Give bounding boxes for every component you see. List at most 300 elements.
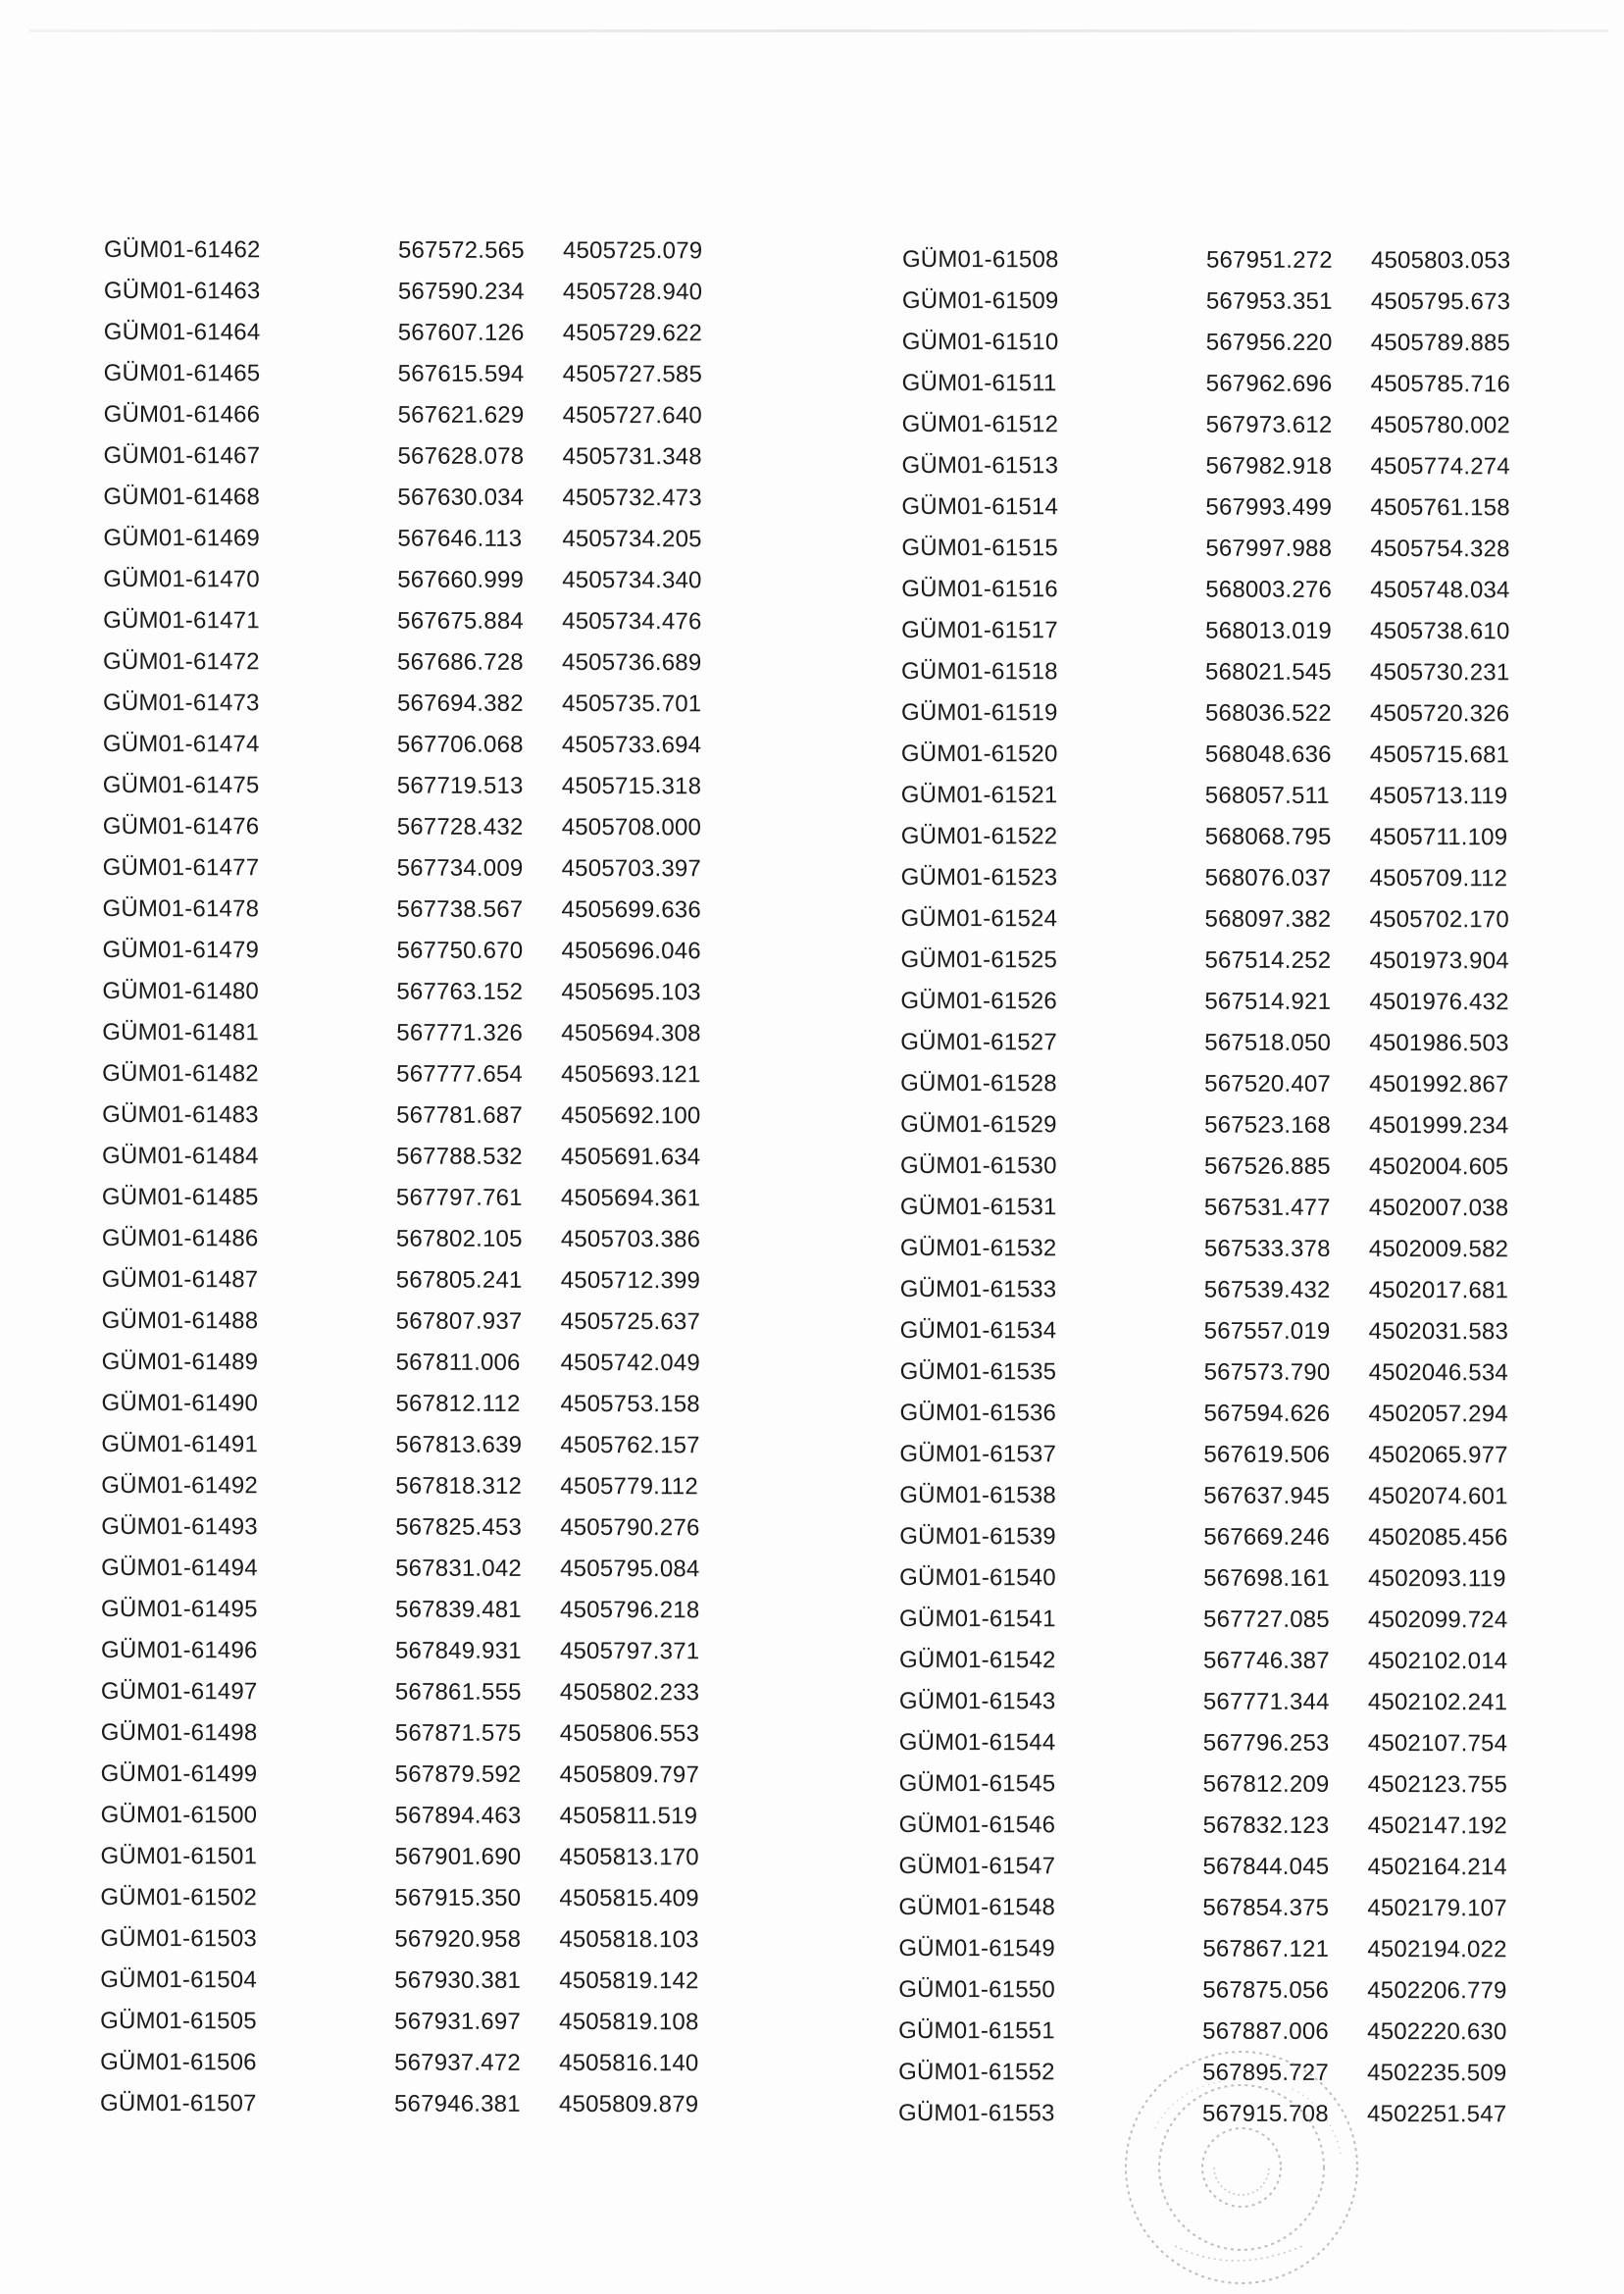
y-coordinate: 4505802.233 xyxy=(559,1678,700,1707)
y-coordinate: 4505692.100 xyxy=(561,1101,701,1130)
point-id: GÜM01-61471 xyxy=(103,606,260,635)
table-row xyxy=(902,239,1538,281)
y-coordinate: 4505762.157 xyxy=(560,1431,700,1459)
x-coordinate: 567875.056 xyxy=(1202,1976,1330,2004)
point-id: GÜM01-61538 xyxy=(899,1481,1056,1509)
point-id: GÜM01-61477 xyxy=(102,853,260,882)
point-id: GÜM01-61472 xyxy=(103,647,260,676)
y-coordinate: 4505733.694 xyxy=(561,731,702,759)
x-coordinate: 567894.463 xyxy=(394,1802,522,1829)
x-coordinate: 567669.246 xyxy=(1203,1523,1331,1551)
point-id: GÜM01-61518 xyxy=(901,657,1058,686)
table-row xyxy=(103,683,729,725)
y-coordinate: 4505819.108 xyxy=(559,2008,699,2036)
point-id: GÜM01-61523 xyxy=(900,863,1058,892)
table-row xyxy=(102,1012,728,1054)
point-id: GÜM01-61505 xyxy=(100,2007,257,2035)
y-coordinate: 4502235.509 xyxy=(1367,2059,1507,2087)
point-id: GÜM01-61489 xyxy=(101,1348,259,1376)
table-row xyxy=(901,816,1537,858)
y-coordinate: 4505761.158 xyxy=(1370,494,1510,522)
y-coordinate: 4505748.034 xyxy=(1370,577,1510,604)
point-id: GÜM01-61466 xyxy=(103,400,261,429)
x-coordinate: 567962.696 xyxy=(1205,370,1333,397)
scan-top-edge xyxy=(29,29,1608,32)
x-coordinate: 568021.545 xyxy=(1205,658,1332,686)
x-coordinate: 567719.513 xyxy=(396,772,524,799)
y-coordinate: 4505720.326 xyxy=(1369,700,1510,728)
y-coordinate: 4505703.397 xyxy=(561,854,702,883)
y-coordinate: 4505734.205 xyxy=(562,525,702,553)
coordinate-table-left xyxy=(100,229,730,2125)
point-id: GÜM01-61469 xyxy=(103,524,260,552)
y-coordinate: 4505813.170 xyxy=(559,1843,699,1871)
table-row xyxy=(901,898,1537,941)
point-id: GÜM01-61526 xyxy=(900,987,1058,1015)
y-coordinate: 4505713.119 xyxy=(1369,782,1508,810)
table-row xyxy=(104,229,730,272)
x-coordinate: 567686.728 xyxy=(397,648,524,676)
point-id: GÜM01-61525 xyxy=(900,945,1058,974)
point-id: GÜM01-61467 xyxy=(103,441,261,470)
x-coordinate: 567520.407 xyxy=(1204,1070,1332,1097)
x-coordinate: 567750.670 xyxy=(396,937,524,964)
x-coordinate: 567518.050 xyxy=(1204,1029,1332,1056)
y-coordinate: 4505702.170 xyxy=(1369,905,1509,934)
x-coordinate: 567982.918 xyxy=(1205,452,1333,480)
point-id: GÜM01-61496 xyxy=(100,1636,258,1664)
point-id: GÜM01-61482 xyxy=(102,1059,259,1088)
x-coordinate: 567531.477 xyxy=(1203,1194,1331,1221)
point-id: GÜM01-61480 xyxy=(102,977,260,1005)
table-row xyxy=(103,600,729,642)
y-coordinate: 4505738.610 xyxy=(1370,618,1510,645)
table-row xyxy=(103,765,729,807)
y-coordinate: 4505780.002 xyxy=(1370,412,1510,439)
x-coordinate: 568057.511 xyxy=(1204,782,1330,809)
point-id: GÜM01-61509 xyxy=(901,286,1059,315)
y-coordinate: 4502057.294 xyxy=(1368,1400,1508,1428)
x-coordinate: 567844.045 xyxy=(1202,1853,1330,1880)
x-coordinate: 567573.790 xyxy=(1203,1358,1331,1386)
x-coordinate: 567763.152 xyxy=(396,978,524,1005)
point-id: GÜM01-61517 xyxy=(901,616,1058,644)
y-coordinate: 4502099.724 xyxy=(1368,1606,1508,1634)
point-id: GÜM01-61463 xyxy=(103,277,261,305)
x-coordinate: 567698.161 xyxy=(1203,1564,1330,1592)
table-row xyxy=(900,1310,1536,1352)
x-coordinate: 567839.481 xyxy=(395,1596,522,1623)
point-id: GÜM01-61486 xyxy=(101,1224,259,1252)
point-id: GÜM01-61478 xyxy=(102,894,260,923)
y-coordinate: 4505796.218 xyxy=(560,1596,700,1624)
point-id: GÜM01-61503 xyxy=(100,1924,258,1953)
point-id: GÜM01-61516 xyxy=(901,575,1058,603)
x-coordinate: 567619.506 xyxy=(1203,1441,1331,1468)
table-row xyxy=(103,641,729,684)
table-row xyxy=(101,1712,727,1755)
y-coordinate: 4505816.140 xyxy=(559,2049,699,2077)
x-coordinate: 567930.381 xyxy=(394,1966,522,1994)
table-row xyxy=(104,271,730,313)
table-row xyxy=(100,1960,726,2002)
point-id: GÜM01-61506 xyxy=(100,2048,257,2076)
table-row xyxy=(898,1887,1534,1929)
y-coordinate: 4501986.503 xyxy=(1369,1029,1509,1057)
table-row xyxy=(902,404,1538,446)
table-row xyxy=(899,1640,1535,1682)
x-coordinate: 567946.381 xyxy=(393,2090,521,2117)
y-coordinate: 4505819.142 xyxy=(559,1966,699,1995)
point-id: GÜM01-61542 xyxy=(898,1646,1056,1674)
table-row xyxy=(101,1671,727,1713)
point-id: GÜM01-61547 xyxy=(898,1852,1056,1880)
y-coordinate: 4502074.601 xyxy=(1368,1482,1508,1510)
table-row xyxy=(901,486,1537,529)
x-coordinate: 567771.326 xyxy=(396,1019,524,1046)
table-row xyxy=(102,1095,728,1137)
y-coordinate: 4505727.585 xyxy=(562,360,703,388)
point-id: GÜM01-61475 xyxy=(102,771,260,799)
point-id: GÜM01-61532 xyxy=(899,1234,1057,1262)
x-coordinate: 567660.999 xyxy=(397,566,525,593)
table-row xyxy=(900,940,1536,982)
table-row xyxy=(102,1300,728,1343)
table-row xyxy=(900,981,1536,1023)
table-row xyxy=(101,1506,727,1549)
x-coordinate: 567920.958 xyxy=(394,1925,522,1953)
y-coordinate: 4505806.553 xyxy=(559,1719,700,1748)
x-coordinate: 567777.654 xyxy=(396,1060,524,1088)
x-coordinate: 567825.453 xyxy=(395,1513,523,1541)
y-coordinate: 4505818.103 xyxy=(559,1925,699,1954)
y-coordinate: 4502009.582 xyxy=(1368,1235,1509,1263)
x-coordinate: 567781.687 xyxy=(396,1101,523,1129)
y-coordinate: 4505734.476 xyxy=(562,607,702,636)
table-row xyxy=(898,1846,1534,1888)
point-id: GÜM01-61520 xyxy=(900,739,1058,768)
x-coordinate: 567628.078 xyxy=(397,442,525,470)
x-coordinate: 567746.387 xyxy=(1202,1647,1330,1674)
point-id: GÜM01-61508 xyxy=(901,245,1059,274)
point-id: GÜM01-61492 xyxy=(101,1471,258,1500)
y-coordinate: 4502007.038 xyxy=(1368,1194,1509,1222)
table-row xyxy=(100,1918,726,1961)
table-row xyxy=(102,971,728,1013)
table-row xyxy=(901,651,1537,693)
y-coordinate: 4505753.158 xyxy=(560,1390,700,1418)
point-id: GÜM01-61552 xyxy=(898,2058,1055,2086)
table-row xyxy=(102,1136,728,1178)
table-row xyxy=(899,1722,1535,1764)
x-coordinate: 567523.168 xyxy=(1204,1111,1331,1139)
y-coordinate: 4502085.456 xyxy=(1368,1523,1508,1552)
point-id: GÜM01-61553 xyxy=(897,2099,1055,2127)
y-coordinate: 4505774.274 xyxy=(1370,453,1510,481)
x-coordinate: 567797.761 xyxy=(395,1184,523,1211)
table-row xyxy=(899,1434,1535,1476)
point-id: GÜM01-61522 xyxy=(900,822,1058,850)
x-coordinate: 567727.085 xyxy=(1203,1606,1330,1633)
point-id: GÜM01-61497 xyxy=(100,1677,258,1706)
x-coordinate: 567953.351 xyxy=(1205,287,1333,315)
point-id: GÜM01-61545 xyxy=(898,1769,1056,1798)
table-row xyxy=(101,1795,727,1837)
x-coordinate: 567694.382 xyxy=(396,689,524,717)
table-row xyxy=(103,477,729,519)
x-coordinate: 568048.636 xyxy=(1204,740,1332,768)
table-row xyxy=(899,1681,1535,1723)
x-coordinate: 567993.499 xyxy=(1205,493,1333,521)
x-coordinate: 567915.708 xyxy=(1201,2100,1329,2127)
y-coordinate: 4505728.940 xyxy=(562,278,703,306)
point-id: GÜM01-61479 xyxy=(102,936,260,964)
x-coordinate: 567590.234 xyxy=(397,278,525,305)
x-coordinate: 568036.522 xyxy=(1204,699,1332,727)
point-id: GÜM01-61464 xyxy=(103,318,261,346)
x-coordinate: 567514.921 xyxy=(1204,988,1332,1015)
point-id: GÜM01-61535 xyxy=(899,1357,1057,1386)
point-id: GÜM01-61543 xyxy=(898,1687,1056,1715)
y-coordinate: 4505703.386 xyxy=(560,1225,701,1253)
x-coordinate: 567831.042 xyxy=(395,1555,522,1582)
table-row xyxy=(900,1187,1536,1229)
table-row xyxy=(104,312,730,354)
x-coordinate: 567861.555 xyxy=(394,1678,522,1706)
point-id: GÜM01-61488 xyxy=(101,1306,259,1335)
y-coordinate: 4502194.022 xyxy=(1367,1935,1507,1963)
table-row xyxy=(900,1228,1536,1270)
point-id: GÜM01-61501 xyxy=(100,1842,258,1870)
x-coordinate: 567951.272 xyxy=(1205,246,1333,274)
table-row xyxy=(898,1969,1534,2012)
x-coordinate: 567895.727 xyxy=(1202,2059,1329,2086)
point-id: GÜM01-61484 xyxy=(101,1142,259,1170)
y-coordinate: 4502017.681 xyxy=(1368,1276,1509,1304)
x-coordinate: 567931.697 xyxy=(394,2008,521,2035)
x-coordinate: 567594.626 xyxy=(1203,1400,1331,1427)
table-row xyxy=(101,1630,727,1672)
table-row xyxy=(100,2042,726,2084)
point-id: GÜM01-61539 xyxy=(899,1522,1056,1551)
table-row xyxy=(899,1475,1535,1517)
point-id: GÜM01-61521 xyxy=(900,781,1058,809)
table-row xyxy=(899,1599,1535,1641)
x-coordinate: 567854.375 xyxy=(1202,1894,1330,1921)
table-row xyxy=(103,435,729,478)
x-coordinate: 568076.037 xyxy=(1204,864,1332,892)
y-coordinate: 4501992.867 xyxy=(1369,1070,1509,1098)
table-row xyxy=(102,1218,728,1260)
y-coordinate: 4505742.049 xyxy=(560,1349,700,1377)
table-row xyxy=(102,930,728,972)
table-row xyxy=(902,280,1538,323)
x-coordinate: 568013.019 xyxy=(1205,617,1332,644)
table-row xyxy=(901,528,1537,570)
table-row xyxy=(902,363,1538,405)
y-coordinate: 4505732.473 xyxy=(562,484,702,512)
table-row xyxy=(101,1465,727,1507)
x-coordinate: 567802.105 xyxy=(395,1225,523,1252)
point-id: GÜM01-61470 xyxy=(103,565,260,593)
y-coordinate: 4505715.681 xyxy=(1369,741,1510,769)
x-coordinate: 568003.276 xyxy=(1205,576,1333,603)
y-coordinate: 4505789.885 xyxy=(1370,330,1511,357)
official-seal-stamp xyxy=(1096,2020,1387,2291)
y-coordinate: 4505725.637 xyxy=(560,1307,701,1336)
y-coordinate: 4505809.879 xyxy=(558,2090,699,2118)
point-id: GÜM01-61551 xyxy=(898,2016,1055,2045)
point-id: GÜM01-61514 xyxy=(901,492,1059,521)
point-id: GÜM01-61529 xyxy=(900,1110,1057,1139)
point-id: GÜM01-61510 xyxy=(901,328,1059,356)
point-id: GÜM01-61534 xyxy=(899,1316,1057,1345)
point-id: GÜM01-61511 xyxy=(901,369,1057,397)
x-coordinate: 567788.532 xyxy=(395,1143,523,1170)
y-coordinate: 4502065.977 xyxy=(1368,1441,1508,1469)
point-id: GÜM01-61468 xyxy=(103,483,261,511)
table-row xyxy=(104,353,730,395)
table-row xyxy=(100,1836,726,1878)
x-coordinate: 567867.121 xyxy=(1202,1935,1330,1963)
point-id: GÜM01-61490 xyxy=(101,1389,259,1417)
point-id: GÜM01-61550 xyxy=(898,1975,1055,2004)
x-coordinate: 567871.575 xyxy=(394,1719,522,1747)
point-id: GÜM01-61512 xyxy=(901,410,1059,438)
y-coordinate: 4505691.634 xyxy=(560,1143,701,1171)
table-row xyxy=(901,445,1537,487)
y-coordinate: 4505797.371 xyxy=(559,1637,700,1665)
point-id: GÜM01-61481 xyxy=(102,1018,259,1046)
x-coordinate: 567813.639 xyxy=(395,1431,523,1458)
y-coordinate: 4502102.241 xyxy=(1367,1688,1508,1716)
table-row xyxy=(101,1383,727,1425)
y-coordinate: 4502147.192 xyxy=(1367,1811,1508,1840)
x-coordinate: 567901.690 xyxy=(394,1843,522,1870)
y-coordinate: 4505754.328 xyxy=(1370,535,1510,563)
table-row xyxy=(103,724,729,766)
point-id: GÜM01-61515 xyxy=(901,534,1058,562)
y-coordinate: 4502093.119 xyxy=(1368,1564,1506,1593)
table-row xyxy=(901,775,1537,817)
x-coordinate: 567514.252 xyxy=(1204,946,1332,974)
x-coordinate: 567526.885 xyxy=(1203,1152,1331,1180)
table-row xyxy=(103,559,729,601)
x-coordinate: 567706.068 xyxy=(396,731,524,758)
y-coordinate: 4505694.361 xyxy=(560,1184,701,1212)
point-id: GÜM01-61541 xyxy=(899,1605,1056,1633)
y-coordinate: 4505699.636 xyxy=(561,895,701,924)
table-row xyxy=(900,1146,1536,1188)
y-coordinate: 4502046.534 xyxy=(1368,1358,1508,1387)
point-id: GÜM01-61474 xyxy=(102,730,260,758)
table-row xyxy=(102,1342,728,1384)
y-coordinate: 4505811.519 xyxy=(559,1802,698,1830)
point-id: GÜM01-61537 xyxy=(899,1440,1057,1468)
coordinate-table-right xyxy=(898,239,1538,2135)
y-coordinate: 4502004.605 xyxy=(1368,1152,1509,1181)
point-id: GÜM01-61462 xyxy=(103,235,261,264)
table-row xyxy=(901,857,1537,899)
point-id: GÜM01-61524 xyxy=(900,904,1058,933)
point-id: GÜM01-61473 xyxy=(102,688,260,717)
x-coordinate: 567997.988 xyxy=(1205,535,1333,562)
y-coordinate: 4505727.640 xyxy=(562,401,702,430)
x-coordinate: 567615.594 xyxy=(397,360,525,387)
table-row xyxy=(899,1557,1535,1600)
table-row xyxy=(902,322,1538,364)
point-id: GÜM01-61536 xyxy=(899,1399,1057,1427)
table-row xyxy=(899,1805,1535,1847)
x-coordinate: 567734.009 xyxy=(396,854,524,882)
point-id: GÜM01-61485 xyxy=(101,1183,259,1211)
point-id: GÜM01-61495 xyxy=(101,1595,258,1623)
x-coordinate: 567807.937 xyxy=(395,1307,523,1335)
table-row xyxy=(101,1548,727,1590)
y-coordinate: 4505735.701 xyxy=(561,689,702,718)
point-id: GÜM01-61519 xyxy=(900,698,1058,727)
table-row xyxy=(102,1053,728,1096)
point-id: GÜM01-61546 xyxy=(898,1810,1056,1839)
y-coordinate: 4502031.583 xyxy=(1368,1317,1509,1346)
point-id: GÜM01-61476 xyxy=(102,812,260,841)
table-row xyxy=(900,1269,1536,1311)
table-row xyxy=(900,1063,1536,1105)
x-coordinate: 567973.612 xyxy=(1205,411,1333,438)
table-row xyxy=(103,847,729,890)
y-coordinate: 4502107.754 xyxy=(1367,1729,1508,1758)
table-row xyxy=(103,889,729,931)
y-coordinate: 4505795.084 xyxy=(560,1555,700,1583)
table-row xyxy=(898,1928,1534,1970)
x-coordinate: 567637.945 xyxy=(1203,1482,1331,1509)
point-id: GÜM01-61465 xyxy=(103,359,261,387)
x-coordinate: 567646.113 xyxy=(397,525,523,552)
table-row xyxy=(103,806,729,848)
table-row xyxy=(103,518,729,560)
table-row xyxy=(900,1104,1536,1147)
y-coordinate: 4502206.779 xyxy=(1367,1976,1507,2005)
table-row xyxy=(899,1763,1535,1806)
y-coordinate: 4505694.308 xyxy=(561,1019,701,1047)
table-row xyxy=(104,394,730,436)
y-coordinate: 4505803.053 xyxy=(1370,247,1511,275)
y-coordinate: 4505809.797 xyxy=(559,1760,700,1789)
table-row xyxy=(101,1424,727,1466)
table-row xyxy=(901,734,1537,776)
y-coordinate: 4502251.547 xyxy=(1366,2100,1507,2128)
table-row xyxy=(901,569,1537,611)
point-id: GÜM01-61530 xyxy=(899,1151,1057,1180)
y-coordinate: 4505712.399 xyxy=(560,1266,701,1295)
x-coordinate: 567675.884 xyxy=(397,607,524,635)
point-id: GÜM01-61507 xyxy=(99,2089,257,2117)
y-coordinate: 4501976.432 xyxy=(1369,988,1509,1016)
x-coordinate: 567728.432 xyxy=(396,813,524,841)
y-coordinate: 4505729.622 xyxy=(562,319,703,347)
point-id: GÜM01-61533 xyxy=(899,1275,1057,1303)
y-coordinate: 4502179.107 xyxy=(1367,1894,1507,1922)
x-coordinate: 567557.019 xyxy=(1203,1317,1331,1345)
point-id: GÜM01-61487 xyxy=(101,1265,259,1294)
x-coordinate: 567812.112 xyxy=(395,1390,521,1417)
table-row xyxy=(100,2001,726,2043)
x-coordinate: 568097.382 xyxy=(1204,905,1332,933)
x-coordinate: 567887.006 xyxy=(1202,2017,1329,2045)
y-coordinate: 4505734.340 xyxy=(562,566,702,594)
point-id: GÜM01-61527 xyxy=(900,1028,1057,1056)
y-coordinate: 4505785.716 xyxy=(1370,371,1511,398)
